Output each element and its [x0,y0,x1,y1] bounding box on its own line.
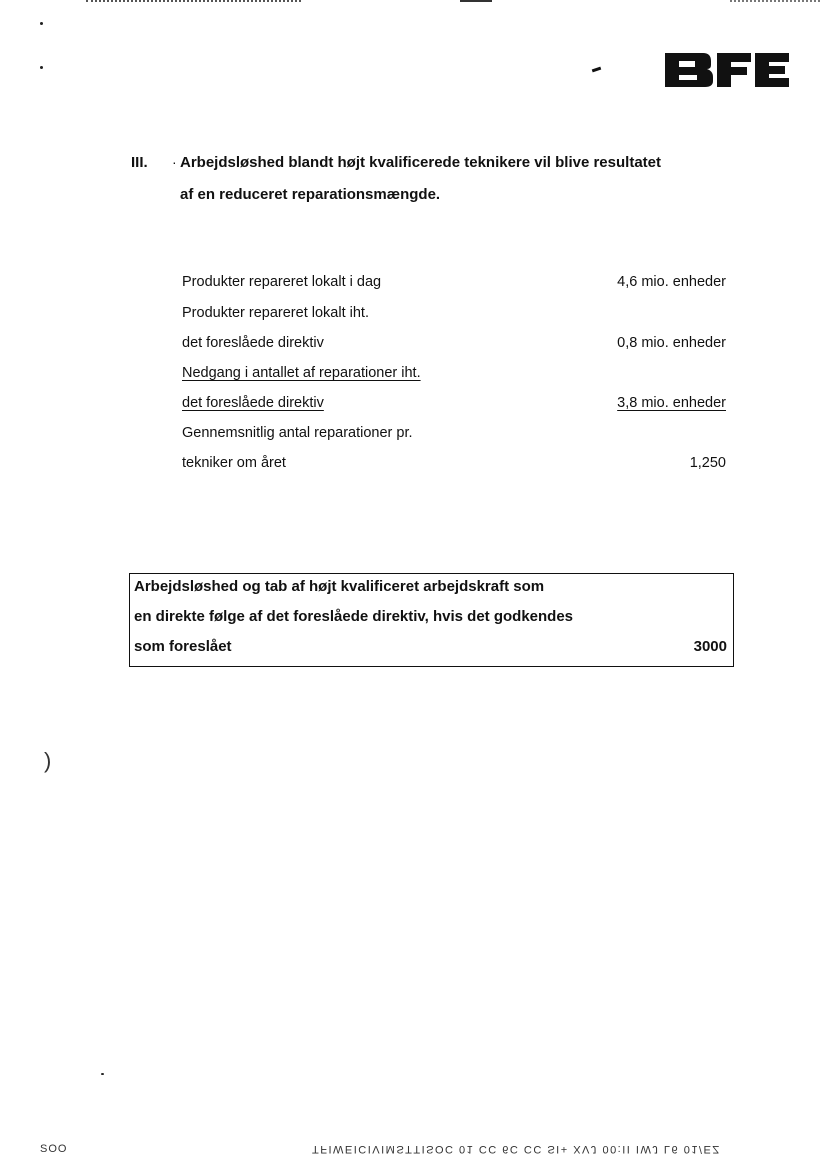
row-label: det foreslåede direktiv [182,395,324,411]
row-label: Produkter repareret lokalt i dag [182,274,382,290]
bfe-logo [663,47,791,89]
scan-speck [101,1073,104,1075]
section-heading-line-2: af en reduceret reparationsmængde. [180,186,441,203]
fax-footer-header: TFIWEICIVIMSTTISOC 01 CC 6C CC SI+ XVJ 00:II IWJ L6 01/EZ [312,1143,721,1155]
fax-edge-artifact [460,0,492,2]
row-label: Produkter repareret lokalt iht. [182,305,369,321]
row-label: tekniker om året [182,455,286,471]
row-label: Gennemsnitlig antal reparationer pr. [182,425,413,441]
section-bullet: · [172,154,177,170]
row-value: 0,8 mio. enheder [617,335,726,351]
row-label: det foreslåede direktiv [182,335,324,351]
summary-box [129,573,734,667]
margin-mark: ) [44,748,52,773]
row-label: Nedgang i antallet af reparationer iht. [182,365,421,381]
scan-speck [40,22,43,25]
fax-edge-artifact [730,0,820,5]
row-value: 3,8 mio. enheder [617,395,726,411]
section-number: III. [131,154,148,171]
row-value: 1,250 [689,455,726,471]
summary-line-1: Arbejdsløshed og tab af højt kvalificeret arbejdskraft som [134,578,545,595]
summary-value: 3000 [693,638,727,655]
scan-speck [40,66,43,69]
row-value: 4,6 mio. enheder [617,274,726,290]
fax-footer-page: SOO [40,1143,68,1155]
summary-line-2: en direkte følge af det foreslåede direktiv, hvis det godkendes [134,608,574,625]
section-heading-line-1: Arbejdsløshed blandt højt kvalificerede teknikere vil blive resultatet [180,154,661,171]
fax-edge-artifact [86,0,301,5]
summary-line-3: som foreslået [134,638,232,655]
logo-mark [592,67,601,73]
